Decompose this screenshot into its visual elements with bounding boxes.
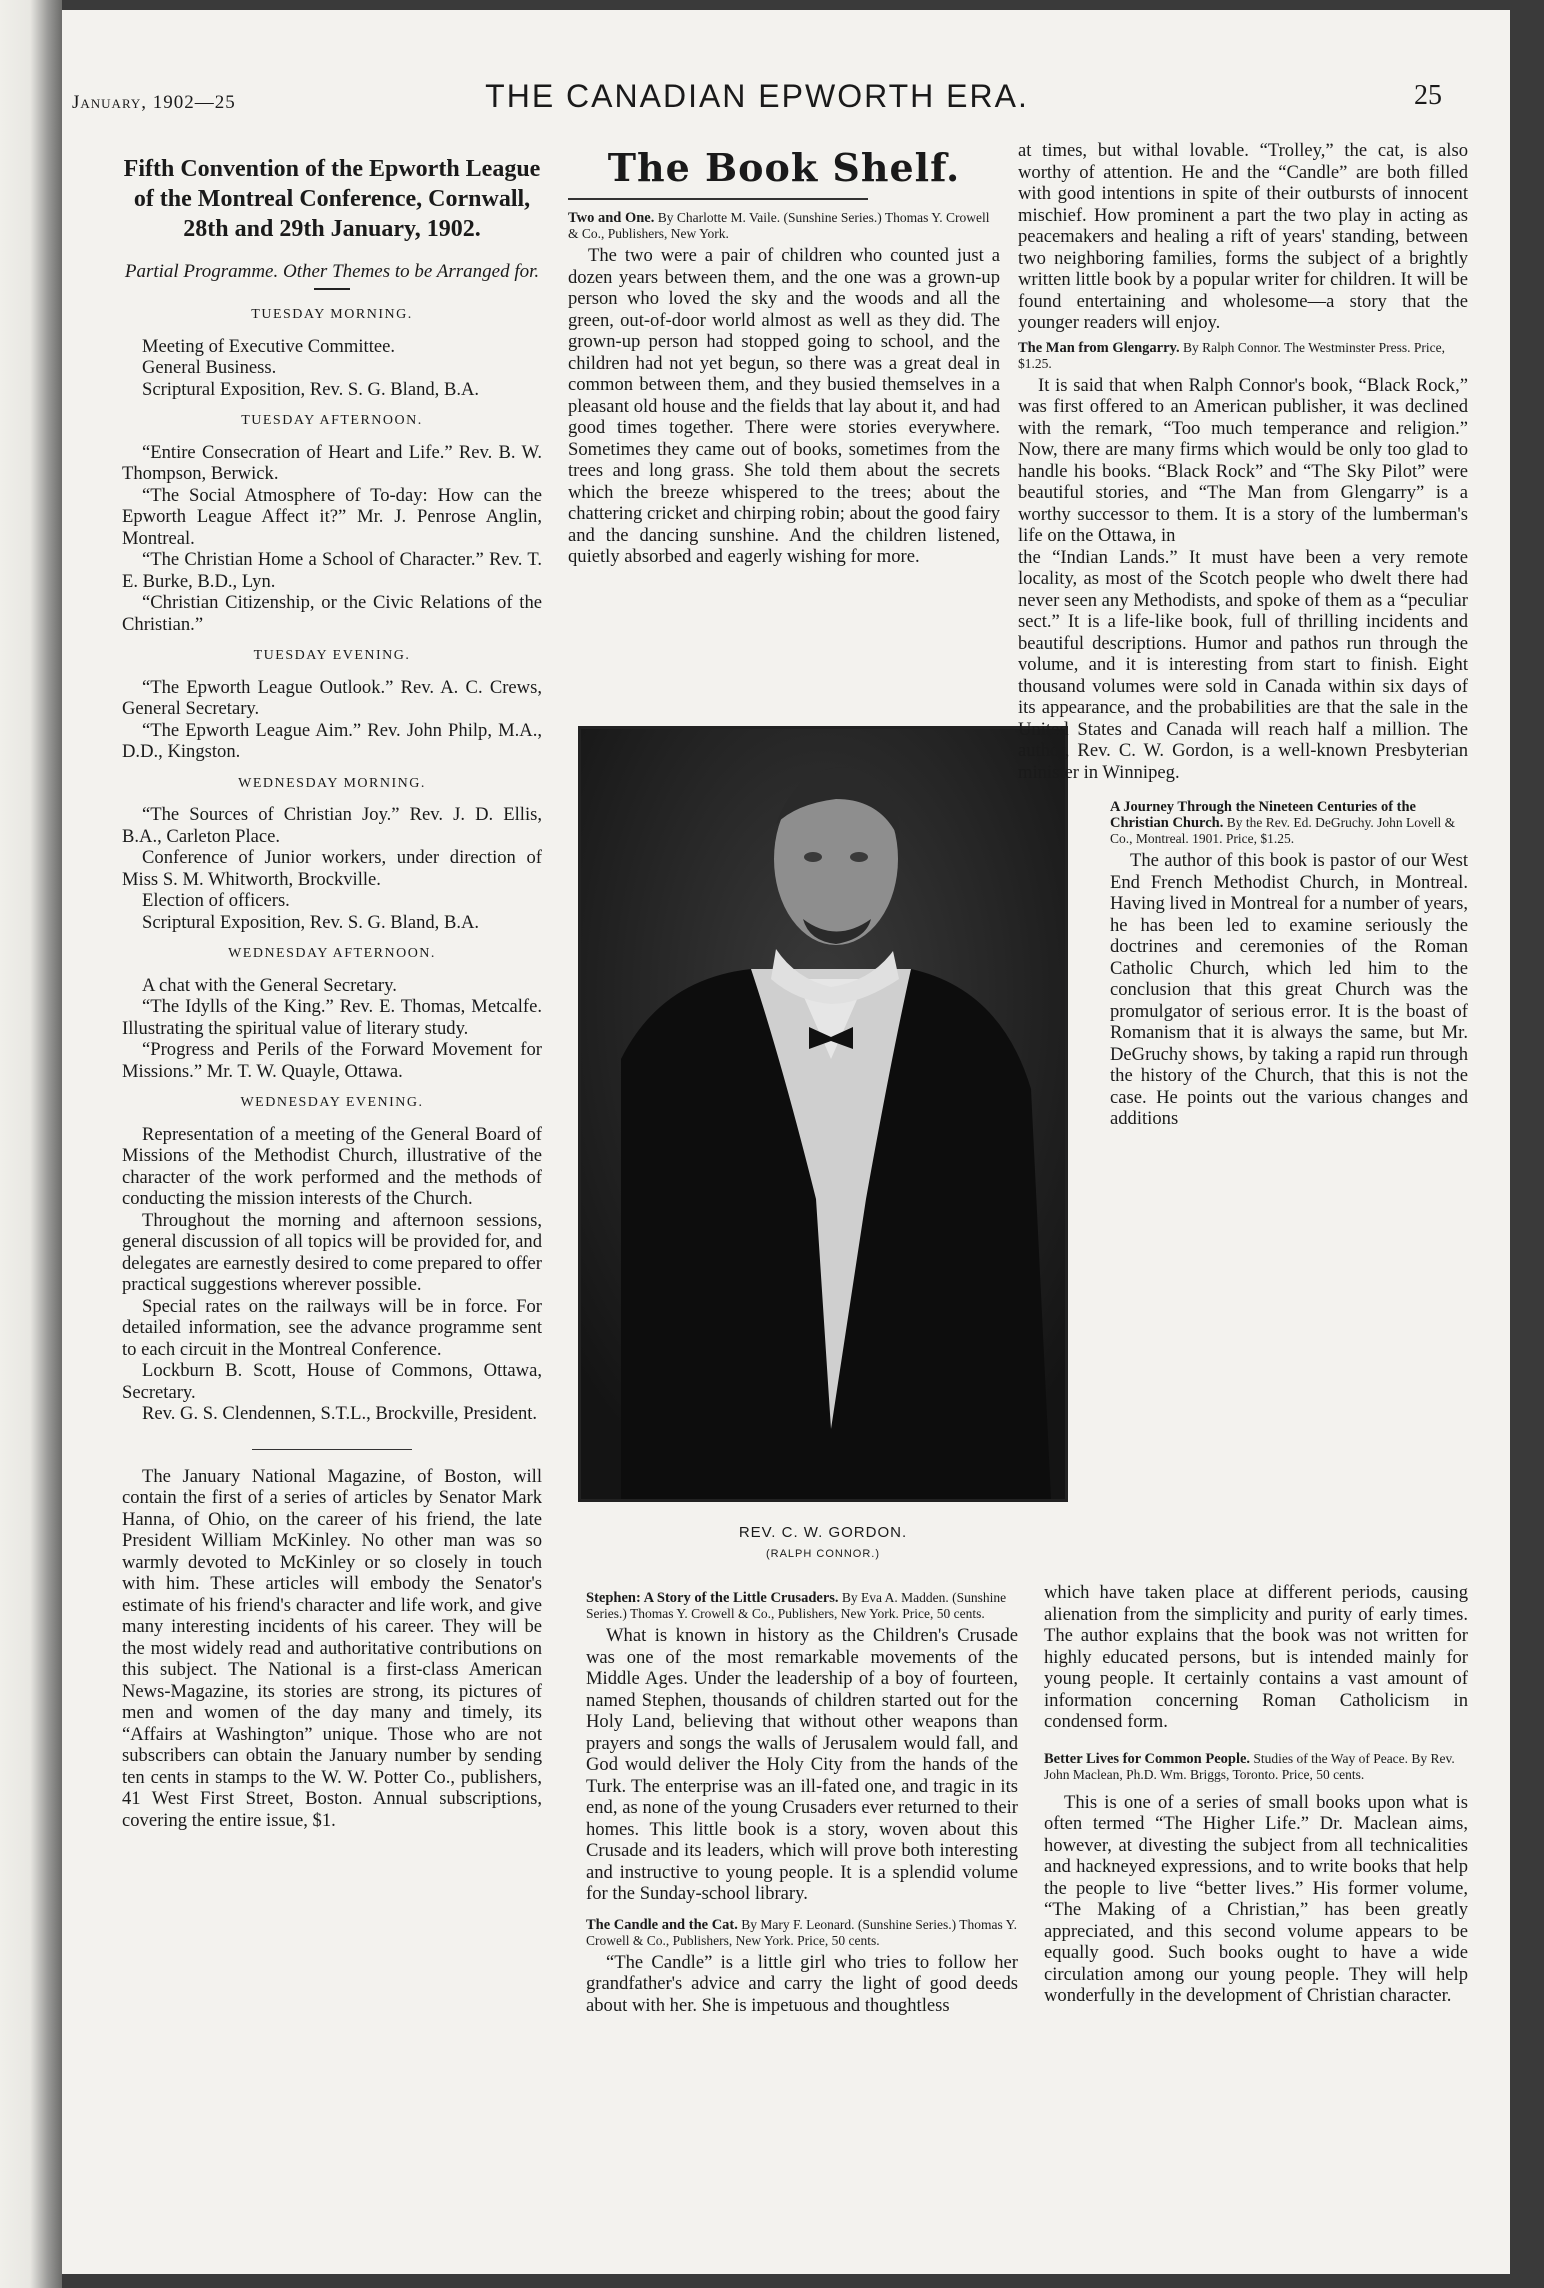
book-shelf-right-lower bbox=[1044, 1582, 1468, 2007]
review-heading-candle bbox=[586, 1917, 1018, 1948]
program-item: Scriptural Exposition, Rev. S. G. Bland, B.A. bbox=[142, 378, 480, 400]
binding-gutter bbox=[0, 0, 62, 2288]
program-item: “The Sources of Christian Joy.” Rev. J. D. Ellis, B.A., Carleton Place. bbox=[122, 804, 542, 847]
book-meta: By Charlotte M. Vaile. (Sunshine Series.) Thomas Y. Crowell & Co., Publishers, New York. bbox=[568, 210, 990, 241]
session-tuesday-evening bbox=[122, 645, 542, 763]
book-title: The Man from Glengarry. bbox=[1018, 339, 1180, 356]
program-item: General Business. bbox=[142, 357, 277, 378]
book-meta: By Ralph Connor. The Westminster Press. Price, $1.25. bbox=[1018, 339, 1446, 371]
portrait-photo bbox=[578, 726, 1068, 1502]
program-item: Meeting of Executive Committee. bbox=[142, 335, 396, 357]
program-item: Scriptural Exposition, Rev. S. G. Bland, B.A. bbox=[142, 911, 480, 933]
convention-subtitle: Partial Programme. Other Themes to be Arranged for. bbox=[124, 261, 540, 282]
session-heading: TUESDAY AFTERNOON. bbox=[241, 413, 423, 428]
book-meta: By Eva A. Madden. (Sunshine Series.) Thomas Y. Crowell & Co., Publishers, New York. Price, 50 cents. bbox=[586, 1590, 1007, 1621]
program-item: Rev. G. S. Clendennen, S.T.L., Brockville, President. bbox=[142, 1403, 538, 1424]
program-item: “The Epworth League Aim.” Rev. John Philp, M.A., D.D., Kingston. bbox=[122, 719, 542, 762]
page-number: 25 bbox=[1414, 80, 1442, 111]
photo-subcaption: (RALPH CONNOR.) bbox=[765, 1548, 880, 1560]
masthead bbox=[72, 78, 1442, 118]
session-wednesday-morning bbox=[122, 773, 542, 934]
program-item: “Progress and Perils of the Forward Movement for Missions.” Mr. T. W. Quayle, Ottawa. bbox=[122, 1039, 542, 1082]
book-title: A Journey Through the Nineteen Centuries of the Christian Church. bbox=[1110, 799, 1416, 831]
book-meta: By Mary F. Leonard. (Sunshine Series.) Thomas Y. Crowell & Co., Publishers, New York. Price, 50 cents. bbox=[586, 1916, 1018, 1948]
convention-column bbox=[122, 150, 542, 1831]
portrait-illustration bbox=[581, 729, 1065, 1499]
session-tuesday-afternoon bbox=[122, 410, 542, 635]
review-text: What is known in history as the Children's Crusade was one of the most remarkable movements of the Middle Ages. Under the leadership of a boy of fourteen, named Stephen, thousands of children started out for the Holy Land, believing that without other weapons than prayers and songs the walls of Jerusalem would fall, and God would deliver the Holy City from the hands of the Turk. The enterprise was an ill-fated one, and tragic in its end, as none of the young Crusaders ever returned to their homes. This little book is a story, woven about this Crusade and its leaders, which will prove both interesting and instructive to young people. It is a splendid volume for the Sunday-school library. bbox=[586, 1625, 1018, 1904]
divider bbox=[568, 198, 868, 200]
book-title: Stephen: A Story of the Little Crusaders. bbox=[586, 1590, 839, 1606]
convention-title: Fifth Convention of the Epworth League of the Montreal Conference, Cornwall, 28th and 29th January, 1902. bbox=[123, 156, 541, 242]
session-heading: TUESDAY MORNING. bbox=[251, 307, 413, 322]
review-text: “The Candle” is a little girl who tries to follow her grandfather's advice and carry the light of good deeds about with her. She is impetuous and thoughtless bbox=[586, 1951, 1018, 2016]
book-shelf-heading: The Book Shelf. bbox=[607, 145, 961, 190]
program-item: Election of officers. bbox=[142, 890, 290, 911]
book-shelf-column bbox=[568, 145, 1000, 568]
session-heading: TUESDAY EVENING. bbox=[253, 648, 411, 663]
book-title: Better Lives for Common People. bbox=[1044, 1750, 1251, 1767]
book-shelf-right-column bbox=[1018, 140, 1468, 1130]
publication-title: THE CANADIAN EPWORTH ERA. bbox=[485, 78, 1029, 114]
review-heading-glengarry bbox=[1018, 340, 1468, 371]
book-meta: Studies of the Way of Peace. By Rev. John Maclean, Ph.D. Wm. Briggs, Toronto. Price, 50 cents. bbox=[1044, 1750, 1455, 1782]
program-item: Throughout the morning and afternoon sessions, general discussion of all topics will be provided for, and delegates are earnestly desired to come prepared to offer practical suggestions wherever possible. bbox=[122, 1209, 542, 1295]
review-text-narrow: The author of this book is pastor of our West End French Methodist Church, in Montreal. Having lived in Montreal for a number of years, he has been led to examine seriously the doctrines and ceremonies of the Roman Catholic Church, which led him to the conclusion that this great Church was the promulgator of serious error. It is the boast of Romanism that it is always the same, but Mr. DeGruchy shows, by taking a rapid run through the history of the Church, that this is not the case. He points out the various changes and additions bbox=[1110, 850, 1468, 1129]
review-text: It is said that when Ralph Connor's book, “Black Rock,” was first offered to an American publisher, it was declined with the remark, “Too much temperance and religion.” Now, there are many firms which would be only too glad to handle his books. “Black Rock” and “The Sky Pilot” were beautiful stories, and “The Man from Glengarry” is a worthy successor to them. It is a story of the lumberman's life on the Ottawa, in bbox=[1018, 374, 1468, 546]
review-text: which have taken place at different periods, causing alienation from the simplicity and purity of early times. The author explains that the book was not written for highly educated persons, but is intended mainly for young people. It certainly contains a vast amount of information concerning Roman Catholicism in condensed form. bbox=[1044, 1582, 1468, 1732]
review-text: This is one of a series of small books upon what is often termed “The Higher Life.” Dr. Maclean aims, however, at divesting the subject from all technicalities and hackneyed expressions, and to write books that help the people to live “better lives.” His former volume, “The Making of a Christian,” has been greatly appreciated, and this second volume appears to be equally good. Such books ought to have a wide circulation among our young people. They will help wonderfully in the development of Christian character. bbox=[1044, 1791, 1468, 2006]
program-item: “The Idylls of the King.” Rev. E. Thomas, Metcalfe. Illustrating the spiritual value of literary study. bbox=[122, 996, 542, 1039]
session-heading: WEDNESDAY AFTERNOON. bbox=[228, 946, 436, 961]
review-text-continued: at times, but withal lovable. “Trolley,” the cat, is also worthy of attention. He and the “Candle” are both filled with good intentions in spite of their outbursts of innocent mischief. How prominent a part the two play in acting as peacemakers and healing a rift of years' standing, between two neighboring families, forms the subject of a brightly written little book by a popular writer for children. It will be found entertaining and wholesome—a story that the younger readers will enjoy. bbox=[1018, 140, 1468, 333]
program-item: Special rates on the railways will be in force. For detailed information, see the advance programme sent to each circuit in the Montreal Conference. bbox=[122, 1295, 542, 1360]
program-item: “Entire Consecration of Heart and Life.” Rev. B. W. Thompson, Berwick. bbox=[122, 441, 542, 484]
review-heading-stephen bbox=[586, 1590, 1018, 1621]
book-shelf-lower-column bbox=[586, 1584, 1018, 2016]
program-item: Conference of Junior workers, under direction of Miss S. M. Whitworth, Brockville. bbox=[122, 847, 542, 890]
book-title: The Candle and the Cat. bbox=[586, 1916, 738, 1933]
book-meta: By the Rev. Ed. DeGruchy. John Lovell & Co., Montreal. 1901. Price, $1.25. bbox=[1110, 815, 1456, 846]
review-heading-journey bbox=[1110, 799, 1468, 846]
session-heading: WEDNESDAY MORNING. bbox=[238, 775, 426, 791]
section-divider bbox=[252, 1449, 412, 1450]
program-item: “The Christian Home a School of Character.” Rev. T. E. Burke, B.D., Lyn. bbox=[122, 549, 542, 592]
session-wednesday-evening bbox=[122, 1092, 542, 1425]
review-text: The two were a pair of children who counted just a dozen years between them, and the one was a grown-up person who loved the sky and the woods and all the green, out-of-door world almost as well as they did. The grown-up person had stopped going to school, and the children had not yet begun, so there was a great deal in common between them, and they busied themselves in a pleasant old house and the fields that lay about it, and had good times together. There were stories everywhere. Sometimes they came out of books, sometimes from the trees and long grass. She told them about the secrets which the breeze whispered to the trees; about the chattering cricket and chirping robin; about the good fairy and the dancing sunshine. And the children listened, quietly absorbed and eagerly wishing for more. bbox=[568, 245, 1000, 567]
photo-caption: REV. C. W. GORDON. bbox=[738, 1524, 908, 1541]
program-item: “The Epworth League Outlook.” Rev. A. C. Crews, General Secretary. bbox=[122, 676, 542, 719]
program-item: “Christian Citizenship, or the Civic Relations of the Christian.” bbox=[122, 592, 542, 635]
national-magazine-notice: The January National Magazine, of Boston, will contain the first of a series of articles by Senator Mark Hanna, of Ohio, on the career of his friend, the late President William McKinley. No other man was so warmly devoted to McKinley or so closely in touch with him. These articles will embody the Senator's estimate of his friend's character and life work, and give many interesting incidents of his career. They will be the most widely read and authoritative contributions on this subject. The National is a first-class American News-Magazine, its stories are strong, its pictures of men and women of the day many and timely, its “Affairs at Washington” unique. Those who are not subscribers can obtain the January number by sending ten cents in stamps to the W. W. Potter Co., publishers, 41 West First Street, Boston. Annual subscriptions, covering the entire issue, $1. bbox=[122, 1465, 542, 1831]
session-wednesday-afternoon bbox=[122, 943, 542, 1082]
session-tuesday-morning bbox=[122, 304, 542, 400]
session-heading: WEDNESDAY EVENING. bbox=[240, 1095, 424, 1110]
divider bbox=[314, 288, 350, 290]
book-title: Two and One. bbox=[568, 210, 655, 226]
program-item: A chat with the General Secretary. bbox=[142, 974, 397, 996]
program-item: “The Social Atmosphere of To-day: How can the Epworth League Affect it?” Mr. J. Penrose Anglin, Montreal. bbox=[122, 484, 542, 549]
program-item: Representation of a meeting of the General Board of Missions of the Methodist Church, illustrative of the character of the work performed and the methods of conducting the mission interests of the Church. bbox=[122, 1123, 542, 1209]
review-journey bbox=[1110, 799, 1468, 1130]
review-heading-two-and-one bbox=[568, 210, 1000, 241]
review-heading-better-lives bbox=[1044, 1751, 1468, 1782]
review-text-narrow: the “Indian Lands.” It must have been a very remote locality, as most of the Scotch people who dwelt there had never seen any Methodists, and spoke of them as a “peculiar sect.” It is a life-like book, full of thrilling incidents and beautiful descriptions. Humor and pathos run through the volume, and it is interesting from start to finish. Eight thousand volumes were sold in Canada within six days of its appearance, and the probabilities are that the sale in the United States and Canada will reach half a million. The author, Rev. C. W. Gordon, is a well-known Presbyterian minister in Winnipeg. bbox=[1018, 546, 1468, 783]
program-item: Lockburn B. Scott, House of Commons, Ottawa, Secretary. bbox=[122, 1360, 542, 1403]
issue-date: January, 1902—25 bbox=[72, 92, 236, 113]
